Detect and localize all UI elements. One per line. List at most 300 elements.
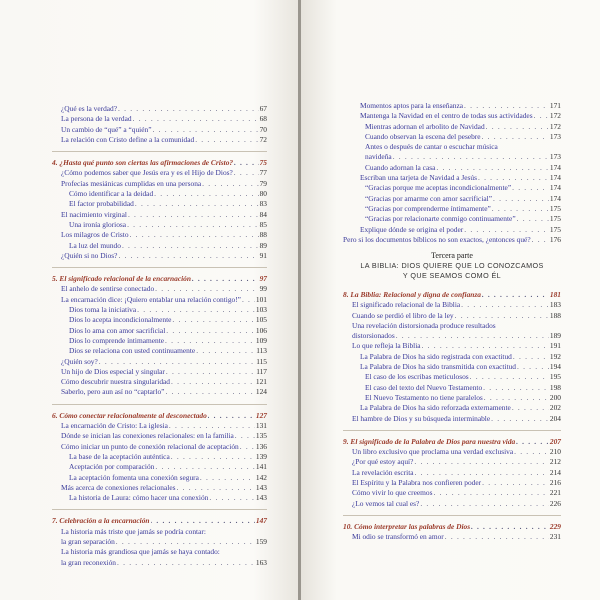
toc-entry: [52, 547, 267, 557]
toc-entry-title: Cómo identificar a la deidad: [69, 189, 154, 199]
dot-leader: [240, 442, 255, 452]
toc-entry: [52, 305, 267, 315]
toc-entry: [343, 132, 561, 142]
toc-page-number: 91: [259, 250, 267, 260]
part-heading: [343, 251, 561, 280]
toc-page-number: 172: [549, 111, 561, 121]
toc-page-number: 97: [259, 274, 267, 284]
toc-page-number: 67: [259, 104, 267, 113]
part-kicker: Tercera parte: [431, 251, 473, 261]
dot-leader: [117, 558, 255, 568]
toc-entry-title: El anhelo de sentirse conectado: [61, 284, 155, 294]
toc-entry-title: La encarnación dice: ¡Quiero entablar una relación contigo!”: [61, 294, 241, 304]
dot-leader: [195, 135, 258, 145]
dot-leader: [153, 125, 259, 135]
dot-leader: [422, 341, 549, 351]
toc-entry: [343, 173, 561, 183]
toc-entry: [343, 183, 561, 193]
toc-page-number: 147: [255, 516, 267, 526]
dot-leader: [482, 478, 549, 488]
toc-page-number: 103: [255, 305, 267, 315]
dot-leader: [471, 522, 549, 532]
toc-entry: [52, 295, 267, 305]
toc-entry-title: ¿Quién si no Dios?: [61, 250, 118, 260]
toc-page-number: 210: [549, 447, 561, 457]
toc-page-number: 121: [255, 377, 267, 387]
dot-leader: [464, 225, 549, 235]
toc-entry: [343, 225, 561, 235]
toc-entry-title: El caso de los escribas meticulosos: [365, 372, 469, 382]
toc-left-list: [52, 104, 267, 568]
dot-leader: [118, 251, 258, 261]
toc-entry: [343, 383, 561, 393]
toc-entry: [52, 125, 267, 135]
toc-entry-title: Dios lo acepta incondicionalmente: [69, 315, 172, 325]
toc-entry-title: La Palabra de Dios ha sido transmitida con exactitud: [360, 362, 516, 372]
toc-entry-title: La luz del mundo: [69, 240, 121, 250]
toc-entry: [52, 189, 267, 199]
toc-page-number: 194: [549, 362, 561, 372]
dot-leader: [202, 179, 258, 189]
toc-entry-title: Explique dónde se origina el poder: [360, 224, 464, 234]
toc-page-number: 139: [255, 451, 267, 461]
toc-entry: [343, 532, 561, 542]
toc-page-number: 105: [255, 315, 267, 325]
toc-page-number: 106: [255, 325, 267, 335]
toc-entry: [52, 168, 267, 178]
toc-entry: [52, 315, 267, 325]
toc-chapter-entry: [343, 284, 561, 300]
dot-leader: [433, 488, 548, 498]
toc-entry: [343, 101, 561, 111]
toc-entry-title: La historia más grandiosa que jamás se haya contado:: [61, 547, 220, 557]
toc-entry-title: Dónde se inician las conexiones relacionales: en la familia: [61, 431, 234, 441]
toc-entry-title: 5. El significado relacional de la encarnación: [52, 274, 191, 284]
toc-entry-title: La aceptación fomenta una conexión segura: [69, 472, 199, 482]
dot-leader: [514, 447, 549, 457]
toc-page-number: 183: [549, 300, 561, 310]
dot-leader: [171, 377, 255, 387]
toc-page-number: 229: [549, 521, 561, 531]
part-title-line-1: LA BIBLIA: DIOS QUIERE QUE LO CONOZCAMOS: [360, 261, 544, 271]
toc-entry-title: Más acerca de conexiones relacionales: [61, 482, 176, 492]
dot-leader: [177, 483, 255, 493]
toc-page-number: 174: [549, 193, 561, 203]
dot-leader: [209, 493, 255, 503]
dot-leader: [493, 194, 549, 204]
dot-leader: [234, 168, 259, 178]
toc-entry-title: Cómo iniciar un punto de conexión relacional de aceptación: [61, 441, 239, 451]
toc-entry: [52, 462, 267, 472]
toc-page-number: 172: [549, 121, 561, 131]
toc-page-number: 175: [549, 203, 561, 213]
toc-entry: [52, 527, 267, 537]
toc-chapter-entry: [343, 430, 561, 447]
dot-leader: [396, 331, 549, 341]
toc-entry: [52, 421, 267, 431]
toc-page-number: 175: [549, 224, 561, 234]
toc-page-number: 204: [549, 413, 561, 423]
toc-entry-title: Antes o después de cantar o escuchar música: [365, 142, 498, 152]
toc-entry-title: Dios lo comprende íntimamente: [69, 335, 165, 345]
toc-entry: [52, 284, 267, 294]
dot-leader: [130, 230, 259, 240]
dot-leader: [483, 383, 549, 393]
dot-leader: [155, 462, 255, 472]
toc-entry: [52, 199, 267, 209]
toc-page-number: 68: [259, 114, 267, 124]
toc-page-number: 174: [549, 162, 561, 172]
dot-leader: [172, 315, 254, 325]
toc-entry-title: Cuando observan la escena del pesebre: [365, 131, 481, 141]
toc-entry-title: 9. El significado de la Palabra de Dios para nuestra vida: [343, 436, 516, 446]
toc-entry: [343, 163, 561, 173]
toc-entry-title: 4. ¿Hasta qué punto son ciertas las afirmaciones de Cristo?: [52, 158, 234, 168]
toc-entry-title: “Gracias porque me aceptas incondicionalmente”: [365, 183, 512, 193]
toc-entry-title: Mientras adornan el arbolito de Navidad: [365, 121, 485, 131]
dot-leader: [242, 295, 255, 305]
toc-entry-title: Escriban una tarjeta de Navidad a Jesús: [360, 173, 477, 183]
toc-entry-title: 7. Celebración a la encarnación: [52, 516, 150, 526]
dot-leader: [192, 274, 259, 284]
toc-entry-title: Dios toma la iniciativa: [69, 305, 137, 315]
toc-page-number: 173: [549, 152, 561, 162]
dot-leader: [118, 104, 259, 114]
dot-leader: [513, 352, 549, 362]
toc-entry-title: La base de la aceptación auténtica: [69, 451, 170, 461]
toc-page-number: 195: [549, 372, 561, 382]
dot-leader: [445, 532, 549, 542]
toc-entry: [343, 457, 561, 467]
toc-entry: [52, 537, 267, 547]
toc-entry: [343, 478, 561, 488]
toc-entry: [52, 493, 267, 503]
toc-page-number: 189: [549, 331, 561, 341]
toc-entry: [52, 387, 267, 397]
toc-chapter-entry: [52, 267, 267, 284]
toc-entry-title: la gran reconexión: [61, 557, 116, 567]
toc-entry: [52, 367, 267, 377]
toc-page-number: 77: [259, 168, 267, 178]
toc-entry: [52, 241, 267, 251]
dot-leader: [99, 357, 255, 367]
dot-leader: [122, 241, 259, 251]
dot-leader: [436, 163, 549, 173]
toc-page-number: 124: [255, 387, 267, 397]
toc-entry-title: Cuando se perdió el libro de la ley: [352, 310, 454, 320]
toc-entry: [52, 483, 267, 493]
toc-entry-title: navideña: [365, 152, 392, 162]
toc-page-number: 72: [259, 134, 267, 144]
toc-entry: [52, 114, 267, 124]
toc-page-number: 143: [255, 482, 267, 492]
toc-entry: [343, 393, 561, 403]
toc-entry-title: 8. La Biblia: Relacional y digna de confianza: [343, 289, 481, 299]
toc-entry: [52, 558, 267, 568]
dot-leader: [415, 468, 549, 478]
toc-entry: [52, 251, 267, 261]
toc-entry: [343, 331, 561, 341]
toc-entry-title: distorsionados: [352, 331, 395, 341]
toc-entry: [343, 372, 561, 382]
toc-chapter-entry: [52, 151, 267, 168]
toc-entry: [343, 142, 561, 152]
toc-entry-title: La Palabra de Dios ha sido reforzada externamente: [360, 403, 511, 413]
toc-entry-title: La historia más triste que jamás se podría contar:: [61, 526, 206, 536]
toc-entry-title: “Gracias por comprenderme íntimamente”: [365, 203, 491, 213]
toc-page-number: 109: [255, 335, 267, 345]
dot-leader: [200, 473, 255, 483]
toc-page-number: 131: [255, 421, 267, 431]
toc-entry: [52, 431, 267, 441]
toc-page-number: 207: [549, 436, 561, 446]
dot-leader: [491, 414, 549, 424]
toc-entry-title: Una ironía gloriosa: [69, 219, 127, 229]
toc-page-number: 113: [256, 346, 267, 356]
dot-leader: [484, 393, 549, 403]
toc-entry-title: ¿Quién soy?: [61, 356, 98, 366]
toc-entry-title: Un hijo de Dios especial y singular: [61, 366, 165, 376]
toc-chapter-entry: [52, 509, 267, 526]
dot-leader: [486, 122, 549, 132]
toc-entry-title: Una revelación distorsionada produce resultados: [352, 320, 496, 330]
toc-page-number: 85: [259, 219, 267, 229]
toc-page-number: 101: [255, 294, 267, 304]
toc-entry-title: “Gracias por amarme con amor sacrificial”: [365, 193, 493, 203]
toc-page-number: 99: [259, 284, 267, 294]
toc-entry-title: La relación con Cristo define a la comunidad: [61, 134, 195, 144]
toc-entry: [52, 346, 267, 356]
dot-leader: [512, 403, 549, 413]
toc-page-number: 192: [549, 351, 561, 361]
dot-leader: [517, 214, 549, 224]
toc-right-top: [343, 101, 561, 245]
toc-page-number: 136: [255, 441, 267, 451]
toc-page-number: 88: [259, 230, 267, 240]
toc-page-number: 159: [255, 536, 267, 546]
dot-leader: [166, 367, 255, 377]
toc-entry-title: Saberlo, pero aun así no “captarlo”: [61, 387, 165, 397]
toc-page-number: 173: [549, 131, 561, 141]
toc-entry-title: la gran separación: [61, 536, 115, 546]
dot-leader: [234, 158, 259, 168]
toc-entry-title: ¿Lo vemos tal cual es?: [352, 498, 420, 508]
toc-page-number: 163: [255, 557, 267, 567]
toc-right-list: [343, 101, 561, 543]
toc-page-number: 174: [549, 173, 561, 183]
dot-leader: [128, 210, 259, 220]
toc-entry: [343, 300, 561, 310]
dot-leader: [155, 284, 258, 294]
dot-leader: [461, 300, 549, 310]
toc-entry: [343, 204, 561, 214]
toc-page-number: 117: [256, 366, 267, 376]
toc-chapter-entry: [52, 404, 267, 421]
toc-entry: [343, 499, 561, 509]
toc-entry-title: Profecías mesiánicas cumplidas en una persona: [61, 178, 202, 188]
right-page: [301, 0, 600, 600]
dot-leader: [516, 437, 549, 447]
toc-entry-title: El Nuevo Testamento no tiene paralelos: [365, 392, 483, 402]
dot-leader: [455, 311, 549, 321]
toc-page-number: 188: [549, 310, 561, 320]
toc-page-number: 75: [259, 158, 267, 168]
toc-entry-title: Pero si los documentos bíblicos no son exactos, ¿entonces qué?: [343, 234, 531, 244]
dot-leader: [420, 499, 549, 509]
dot-leader: [464, 101, 549, 111]
toc-page-number: 198: [549, 382, 561, 392]
toc-entry-title: ¿Cómo podemos saber que Jesús era y es el Hijo de Dios?: [61, 168, 233, 178]
toc-entry: [343, 235, 561, 245]
toc-entry: [343, 122, 561, 132]
toc-entry-title: El Espíritu y la Palabra nos confieren poder: [352, 478, 482, 488]
dot-leader: [127, 220, 259, 230]
toc-entry: [343, 311, 561, 321]
toc-entry: [343, 152, 561, 162]
toc-right-bottom: [343, 284, 561, 543]
toc-entry-title: El nacimiento virginal: [61, 209, 127, 219]
toc-page-number: 115: [256, 356, 267, 366]
toc-page-number: 141: [255, 462, 267, 472]
toc-entry-title: Un libro exclusivo que proclama una verdad exclusiva: [352, 447, 514, 457]
toc-page-number: 143: [255, 493, 267, 503]
toc-entry: [52, 220, 267, 230]
dot-leader: [208, 411, 255, 421]
toc-page-number: 226: [549, 498, 561, 508]
toc-page-number: 142: [255, 472, 267, 482]
toc-page-number: 200: [549, 392, 561, 402]
toc-entry-title: La revelación escrita: [352, 467, 414, 477]
toc-entry: [52, 473, 267, 483]
toc-entry: [343, 362, 561, 372]
toc-entry: [52, 442, 267, 452]
toc-entry: [343, 214, 561, 224]
toc-entry: [52, 210, 267, 220]
toc-page-number: 175: [549, 214, 561, 224]
toc-entry: [343, 403, 561, 413]
toc-entry-title: ¿Por qué estoy aquí?: [352, 457, 414, 467]
dot-leader: [165, 336, 255, 346]
toc-page-number: 231: [549, 532, 561, 542]
toc-page-number: 135: [255, 431, 267, 441]
dot-leader: [393, 152, 549, 162]
toc-entry: [52, 230, 267, 240]
toc-entry-title: El hambre de Dios y su búsqueda interminable: [352, 413, 491, 423]
dot-leader: [133, 114, 259, 124]
toc-entry-title: El caso del texto del Nuevo Testamento: [365, 382, 483, 392]
toc-entry-title: Dios se relaciona con usted continuamente: [69, 346, 196, 356]
dot-leader: [151, 516, 255, 526]
dot-leader: [470, 372, 549, 382]
dot-leader: [116, 537, 255, 547]
toc-page-number: 89: [259, 240, 267, 250]
toc-entry-title: 6. Cómo conectar relacionalmente al desconectado: [52, 410, 207, 420]
toc-entry-title: Dios lo ama con amor sacrificial: [69, 325, 166, 335]
toc-page-number: 191: [549, 341, 561, 351]
toc-entry-title: La encarnación de Cristo: La iglesia: [61, 421, 168, 431]
toc-entry-title: ¿Qué es la verdad?: [61, 104, 118, 113]
toc-entry: [343, 111, 561, 121]
toc-page-number: 214: [549, 467, 561, 477]
toc-entry-title: La Palabra de Dios ha sido registrada con exactitud: [360, 351, 512, 361]
dot-leader: [235, 431, 255, 441]
toc-entry: [52, 452, 267, 462]
toc-page-number: 84: [259, 209, 267, 219]
toc-page-number: 216: [549, 478, 561, 488]
dot-leader: [135, 199, 259, 209]
dot-leader: [171, 452, 255, 462]
toc-entry-title: El factor probabilidad: [69, 199, 134, 209]
dot-leader: [532, 235, 549, 245]
dot-leader: [196, 346, 255, 356]
toc-entry: [343, 194, 561, 204]
toc-entry-title: Los milagros de Cristo: [61, 230, 129, 240]
dot-leader: [137, 305, 255, 315]
toc-page-number: 127: [255, 410, 267, 420]
toc-entry-title: Cómo descubrir nuestra singularidad: [61, 377, 170, 387]
toc-entry-title: 10. Cómo interpretar las palabras de Dios: [343, 521, 471, 531]
toc-entry-title: Mi odio se transformó en amor: [352, 532, 444, 542]
toc-page-number: 181: [549, 289, 561, 299]
toc-entry: [343, 341, 561, 351]
toc-page-number: 212: [549, 457, 561, 467]
toc-entry: [52, 357, 267, 367]
dot-leader: [169, 421, 255, 431]
toc-entry: [343, 352, 561, 362]
toc-page-number: 80: [259, 189, 267, 199]
toc-entry: [343, 468, 561, 478]
dot-leader: [517, 362, 549, 372]
toc-entry: [343, 488, 561, 498]
toc-chapter-entry: [343, 515, 561, 532]
toc-entry-title: Cuando adornan la casa: [365, 162, 436, 172]
toc-entry: [343, 321, 561, 331]
toc-entry: [52, 336, 267, 346]
toc-entry-title: Lo que refleja la Biblia: [352, 341, 421, 351]
toc-page-number: 221: [549, 488, 561, 498]
toc-entry-title: Cómo vivir lo que creemos: [352, 488, 433, 498]
toc-entry-title: “Gracias por relacionarte conmigo continuamente”: [365, 214, 516, 224]
toc-entry: [52, 135, 267, 145]
toc-entry-title: Mantenga la Navidad en el centro de todas sus actividades: [360, 111, 533, 121]
dot-leader: [534, 111, 549, 121]
toc-page-number: 176: [549, 234, 561, 244]
part-title-line-2: Y QUE SEAMOS COMO ÉL: [402, 270, 502, 280]
dot-leader: [154, 189, 258, 199]
toc-entry: [52, 179, 267, 189]
dot-leader: [492, 204, 549, 214]
toc-page-number: 70: [259, 124, 267, 134]
dot-leader: [512, 183, 549, 193]
dot-leader: [166, 326, 255, 336]
toc-entry-title: La persona de la verdad: [61, 114, 132, 124]
toc-entry-title: Un cambio de “qué” a “quién”: [61, 124, 152, 134]
toc-entry-title: El significado relacional de la Biblia: [352, 300, 461, 310]
toc-page-number: 202: [549, 403, 561, 413]
dot-leader: [478, 173, 549, 183]
toc-entry-title: Aceptación por comparación: [69, 462, 155, 472]
toc-page-number: 83: [259, 199, 267, 209]
left-page: [0, 0, 298, 600]
toc-page-number: 171: [549, 101, 561, 110]
toc-entry: [52, 104, 267, 114]
toc-entry: [52, 326, 267, 336]
dot-leader: [482, 132, 549, 142]
dot-leader: [482, 290, 549, 300]
toc-entry: [52, 377, 267, 387]
dot-leader: [414, 457, 549, 467]
toc-entry-title: La historia de Laura: cómo hacer una conexión: [69, 493, 209, 503]
